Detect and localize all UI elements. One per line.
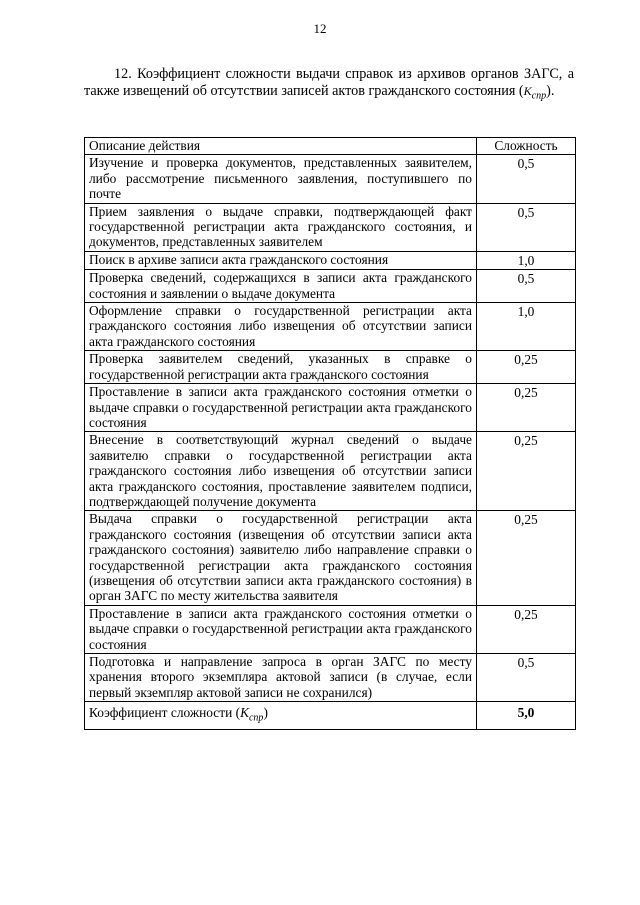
table-row bbox=[85, 605, 576, 653]
table-row bbox=[85, 155, 576, 203]
column-header-description: Описание действия bbox=[85, 138, 477, 155]
table-row bbox=[85, 303, 576, 351]
row-description: Прием заявления о выдаче справки, подтверждающей факт государственной регистрации акта гражданского состояния, и документов, представленных заявителем bbox=[85, 203, 477, 251]
row-description: Проставление в записи акта гражданского состояния отметки о выдаче справки о государственной регистрации акта гражданского состояния bbox=[85, 605, 477, 653]
table-row bbox=[85, 654, 576, 702]
row-description: Поиск в архиве записи акта гражданского состояния bbox=[85, 251, 477, 269]
row-description: Подготовка и направление запроса в орган ЗАГС по месту хранения второго экземпляра актовой записи (в случае, если первый экземпляр актовой записи не сохранился) bbox=[85, 654, 477, 702]
total-label: Коэффициент сложности $(К_{спр})$ bbox=[85, 702, 477, 730]
table-row bbox=[85, 432, 576, 511]
row-complexity-value: 1,0 bbox=[477, 303, 576, 351]
row-complexity-value: 0,25 bbox=[477, 511, 576, 605]
column-header-complexity: Сложность bbox=[477, 138, 576, 155]
table-row bbox=[85, 203, 576, 251]
coefficient-symbol: $К_{спр}$ bbox=[523, 84, 547, 102]
row-complexity-value: 1,0 bbox=[477, 251, 576, 269]
row-complexity-value: 0,5 bbox=[477, 654, 576, 702]
row-description: Изучение и проверка документов, представленных заявителем, либо рассмотрение письменного заявления, поступившего по почте bbox=[85, 155, 477, 203]
table-row bbox=[85, 384, 576, 432]
table-row bbox=[85, 270, 576, 303]
heading-text: 12. Коэффициент сложности выдачи справок из архивов органов ЗАГС, а также извещений об отсутствии записей актов гражданского состояния ( bbox=[84, 66, 574, 99]
row-description: Внесение в соответствующий журнал сведений о выдаче заявителю справки о государственной регистрации акта гражданского состояния либо извещения об отсутствии записи акта гражданского состояния, проставление заявителем подписи, подтверждающей получение документа bbox=[85, 432, 477, 511]
row-description: Выдача справки о государственной регистрации акта гражданского состояния (извещения об отсутствии записи акта гражданского состояния) заявителю либо направление справки о государственной регистрации акта гражданского состояния (извещения об отсутствии записи акта гражданского состояния) в орган ЗАГС по месту жительства заявителя bbox=[85, 511, 477, 605]
row-complexity-value: 0,25 bbox=[477, 351, 576, 384]
table-row bbox=[85, 351, 576, 384]
row-description: Проверка заявителем сведений, указанных в справке о государственной регистрации акта гражданского состояния bbox=[85, 351, 477, 384]
row-complexity-value: 0,5 bbox=[477, 155, 576, 203]
section-heading bbox=[84, 66, 574, 104]
table-row bbox=[85, 251, 576, 269]
row-description: Оформление справки о государственной регистрации акта гражданского состояния либо извещения об отсутствии записи акта гражданского состояния bbox=[85, 303, 477, 351]
row-complexity-value: 0,5 bbox=[477, 203, 576, 251]
total-row bbox=[85, 702, 576, 730]
page-number: 12 bbox=[313, 21, 327, 36]
row-description: Проставление в записи акта гражданского состояния отметки о выдаче справки о государственной регистрации акта гражданского состояния bbox=[85, 384, 477, 432]
row-description: Проверка сведений, содержащихся в записи акта гражданского состояния и заявлении о выдаче документа bbox=[85, 270, 477, 303]
row-complexity-value: 0,5 bbox=[477, 270, 576, 303]
row-complexity-value: 0,25 bbox=[477, 432, 576, 511]
row-complexity-value: 0,25 bbox=[477, 384, 576, 432]
complexity-table bbox=[84, 137, 576, 730]
table-header-row bbox=[85, 138, 576, 155]
heading-text-end: ). bbox=[546, 83, 555, 99]
table-row bbox=[85, 511, 576, 605]
row-complexity-value: 0,25 bbox=[477, 605, 576, 653]
total-value: 5,0 bbox=[477, 702, 576, 730]
